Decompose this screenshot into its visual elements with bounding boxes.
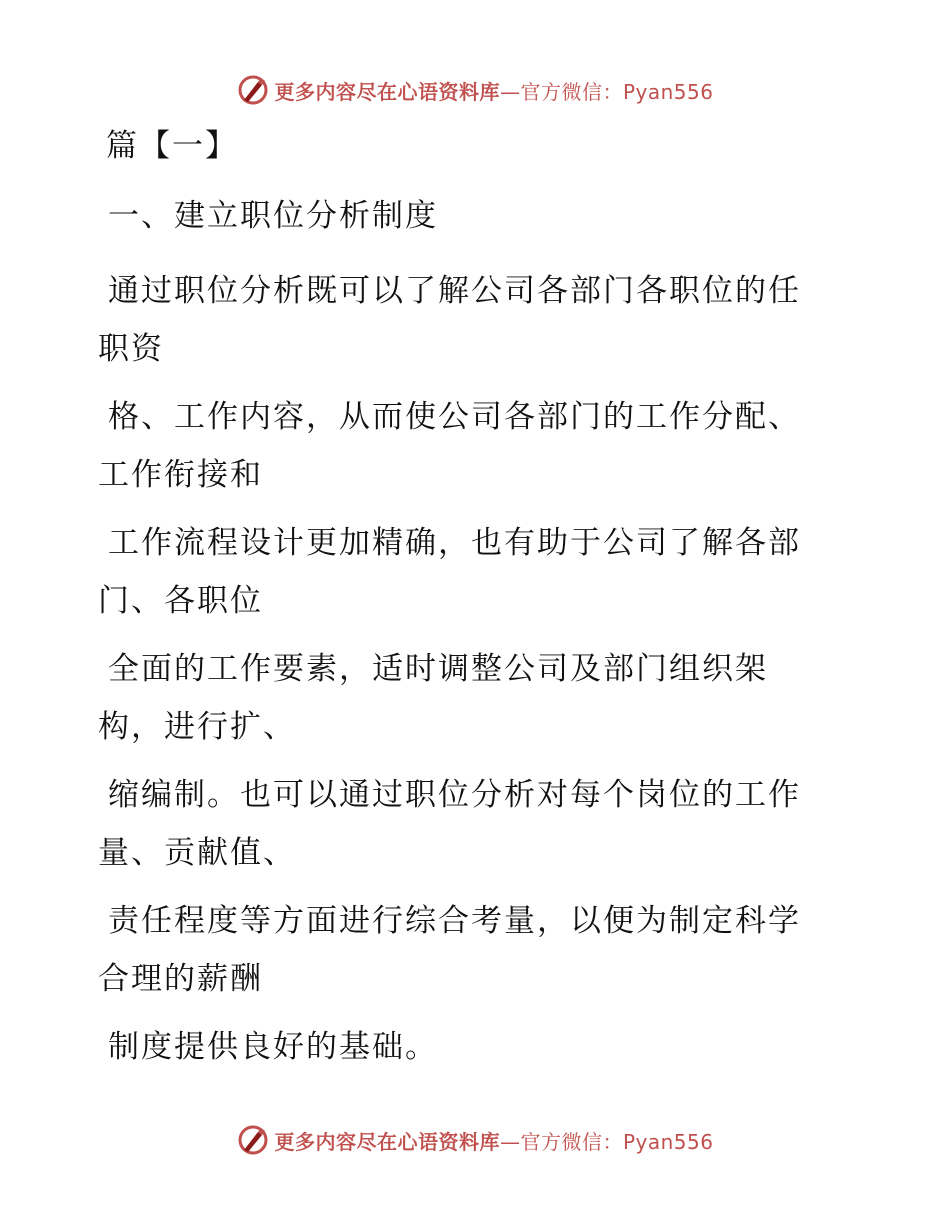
document-heading: 篇【一】 [106, 128, 238, 164]
pen-logo-icon [236, 1123, 270, 1157]
paragraph [98, 518, 838, 626]
paragraph [98, 1022, 838, 1072]
paragraph [98, 644, 838, 752]
paragraph-line: 量、贡献值、 [98, 835, 296, 871]
paragraph [98, 896, 838, 1004]
document-body [98, 122, 838, 1090]
paragraph [98, 266, 838, 374]
paragraph-line: 全面的工作要素，适时调整公司及部门组织架 [108, 651, 768, 687]
footer-banner [0, 1120, 950, 1160]
paragraph-line: 职资 [98, 331, 164, 367]
paragraph-line: 责任程度等方面进行综合考量，以便为制定科学 [108, 903, 801, 939]
header-banner-rest: —官方微信：Pyan556 [499, 79, 714, 104]
paragraph-line: 制度提供良好的基础。 [108, 1029, 438, 1065]
paragraph-line: 工作流程设计更加精确，也有助于公司了解各部 [108, 525, 801, 561]
paragraph-line: 格、工作内容，从而使公司各部门的工作分配、 [108, 399, 801, 435]
section-title: 一、建立职位分析制度 [108, 198, 438, 234]
header-banner-bold: 更多内容尽在心语资料库 [274, 79, 500, 104]
pen-logo-icon [236, 73, 270, 107]
footer-banner-bold: 更多内容尽在心语资料库 [274, 1129, 500, 1154]
paragraph-line: 构，进行扩、 [98, 709, 296, 745]
footer-banner-rest: —官方微信：Pyan556 [499, 1129, 714, 1154]
header-banner-text [274, 76, 713, 105]
paragraph-line: 工作衔接和 [98, 457, 263, 493]
paragraph-line: 缩编制。也可以通过职位分析对每个岗位的工作 [108, 777, 801, 813]
paragraph [98, 770, 838, 878]
paragraph [98, 392, 838, 500]
paragraph-line: 门、各职位 [98, 583, 263, 619]
header-banner [0, 70, 950, 110]
paragraph-line: 合理的薪酬 [98, 961, 263, 997]
paragraph-line: 通过职位分析既可以了解公司各部门各职位的任 [108, 273, 801, 309]
footer-banner-text [274, 1126, 713, 1155]
